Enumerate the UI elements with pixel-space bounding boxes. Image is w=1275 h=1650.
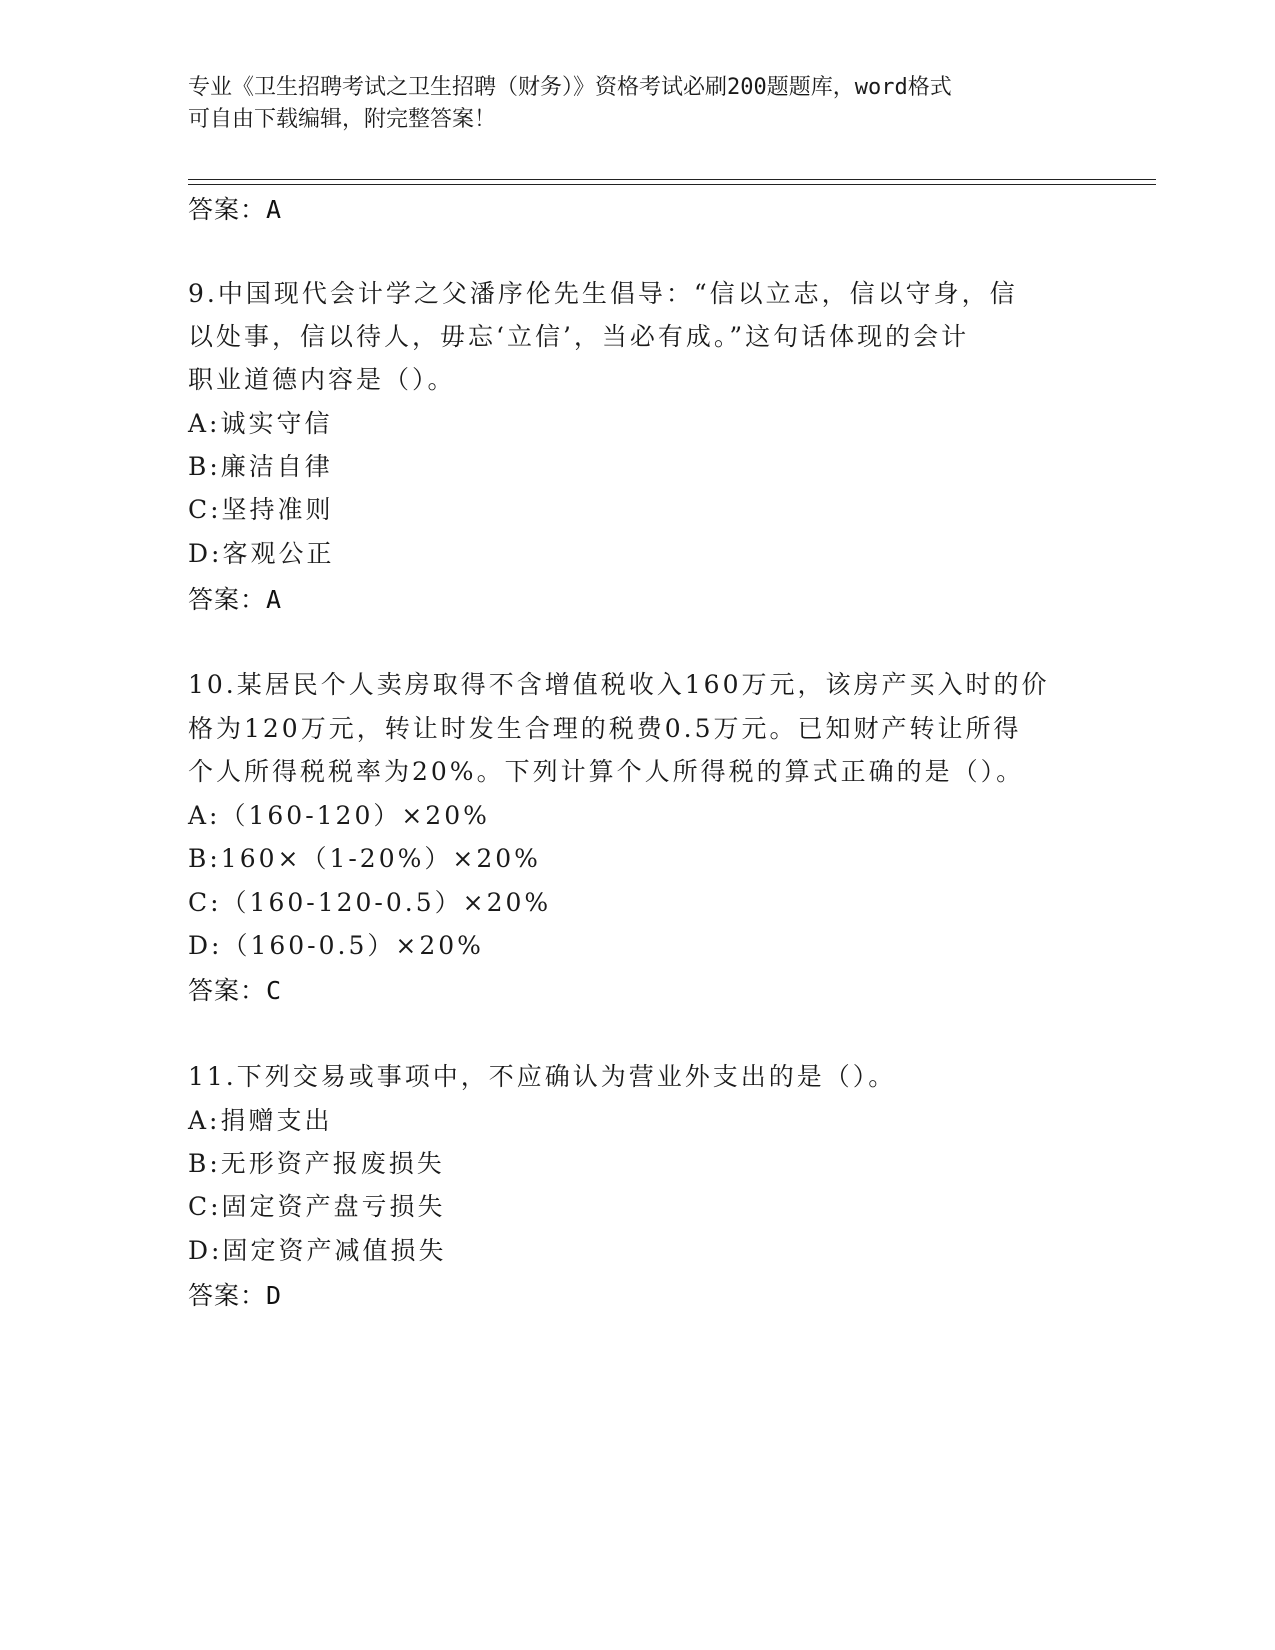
question-stem-line: 以处事，信以待人，毋忘‘立信’，当必有成。”这句话体现的会计 (188, 322, 970, 351)
question-stem-line: 9.中国现代会计学之父潘序伦先生倡导：“信以立志，信以守身，信 (188, 279, 1018, 308)
option-d: D:（160-0.5）×20% (188, 931, 484, 960)
option-a: A:捐赠支出 (188, 1106, 333, 1135)
question-answer: 答案：C (188, 976, 283, 1005)
option-c: C:固定资产盘亏损失 (188, 1192, 446, 1221)
question-stem-line: 格为120万元，转让时发生合理的税费0.5万元。已知财产转让所得 (188, 714, 1022, 743)
header-title-line-1: 专业《卫生招聘考试之卫生招聘（财务）》资格考试必刷200题题库，word格式 (188, 75, 952, 100)
option-d: D:客观公正 (188, 539, 335, 568)
question-stem-line: 职业道德内容是（）。 (188, 365, 456, 394)
question-answer: 答案：D (188, 1281, 283, 1310)
question-stem-line: 11.下列交易或事项中，不应确认为营业外支出的是（）。 (188, 1062, 897, 1091)
header-divider-top (188, 179, 1156, 180)
question-stem-line: 10.某居民个人卖房取得不含增值税收入160万元，该房产买入时的价 (188, 670, 1050, 699)
page-header (188, 72, 1088, 136)
option-b: B:160×（1-20%）×20% (188, 844, 541, 873)
option-a: A:（160-120）×20% (188, 801, 490, 830)
header-title-line-2: 可自由下载编辑，附完整答案！ (188, 107, 497, 132)
question-answer: 答案：A (188, 585, 283, 614)
question-stem-line: 个人所得税税率为20%。下列计算个人所得税的算式正确的是（）。 (188, 757, 1025, 786)
option-b: B:无形资产报废损失 (188, 1149, 445, 1178)
option-d: D:固定资产减值损失 (188, 1236, 447, 1265)
option-b: B:廉洁自律 (188, 452, 333, 481)
header-divider-bottom (188, 184, 1156, 185)
option-c: C:（160-120-0.5）×20% (188, 888, 552, 917)
previous-answer: 答案：A (188, 195, 283, 224)
option-c: C:坚持准则 (188, 495, 334, 524)
option-a: A:诚实守信 (188, 409, 333, 438)
